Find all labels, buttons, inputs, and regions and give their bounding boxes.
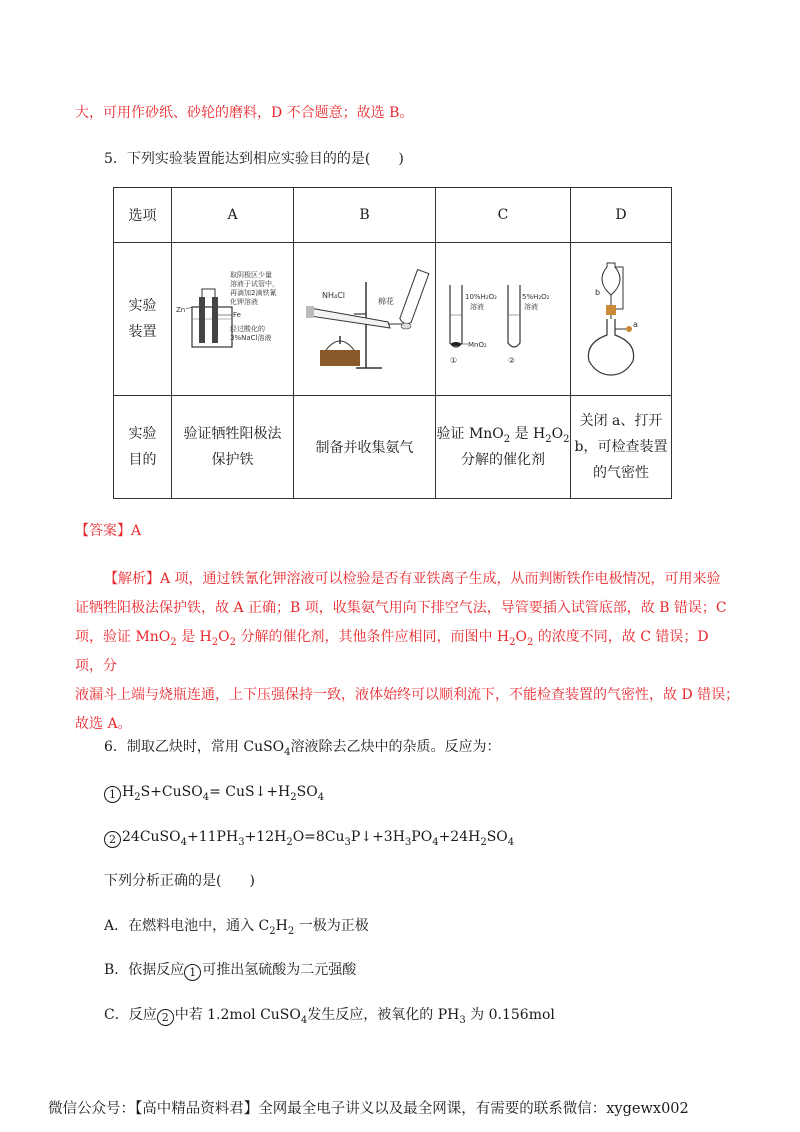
q5-table	[113, 187, 672, 499]
purpose-d: 关闭 a、打开 b，可检查装置 的气密性	[571, 396, 672, 499]
purpose-a: 验证牺牲阳极法 保护铁	[172, 396, 294, 499]
figure-c	[436, 243, 571, 396]
reaction-1: 1 $H_2S+CuSO_4=$ $CuS↓+H_2SO_4$	[104, 783, 324, 803]
figure-d	[571, 243, 672, 396]
svg-text:化钾溶液: 化钾溶液	[229, 298, 258, 306]
svg-text:10%H₂O₂: 10%H₂O₂	[465, 293, 497, 301]
circle-2: 2	[104, 831, 121, 848]
reaction-2: 2 $24CuSO_4+11PH_3+12H_2O=8Cu_3P↓+3H_3PO_4+24H_2SO_4$	[104, 828, 514, 848]
purpose-b: 制备并收集氨气	[294, 396, 436, 499]
option-b: B．依据反应 1 可推出氢硫酸为二元强酸	[104, 962, 357, 979]
purpose-label: 实验 目的	[114, 396, 172, 499]
test-tubes-figure	[438, 267, 568, 367]
option-c: C．反应 2 中若 1.2mol CuSO$_4$发生反应，被氧化的 $PH_3$ 为 0.156mol	[104, 1007, 555, 1026]
header-a: A	[172, 188, 294, 243]
separatory-flask-figure	[571, 257, 671, 377]
top-line: 大，可用作砂纸、砂轮的磨料，D 不合题意；故选 B。	[75, 105, 414, 121]
svg-text:MnO₂: MnO₂	[468, 341, 487, 349]
svg-text:经过酸化的: 经过酸化的	[229, 325, 265, 333]
electrolysis-apparatus-figure	[174, 267, 292, 367]
svg-text:溶液: 溶液	[524, 303, 538, 311]
svg-text:取阴极区少量: 取阴极区少量	[229, 271, 272, 279]
header-d: D	[571, 188, 672, 243]
svg-text:溶液: 溶液	[470, 303, 484, 311]
header-c: C	[436, 188, 571, 243]
analysis-paragraph: 【解析】A 项，通过铁氰化钾溶液可以检验是否有亚铁离子生成，从而判断铁作电极情况，可用来验 证牺牲阳极法保护铁，故 A 正确；B 项，收集氨气用向下排空气法，导管要插入试管底部，故 B 错误；C 项，验证 MnO$_2$ 是 $H_2O_2$ 分解的催化剂，其他条件应相同，而图中 $H_2O_2$ 的浓度不同，故 C 错误；D 项，分 液漏斗上端与烧瓶连通，上下压强保持一致，液体始终可以顺利流下，不能检查装置的气密性，故 D 错误； 故选 A。	[75, 571, 740, 732]
footer-text: 微信公众号：【高中精品资料君】全网最全电子讲义以及最全网课，有需要的联系微信：xygewx002	[48, 1101, 689, 1117]
cotton-label: 棉花	[377, 297, 394, 306]
answer-label: 【答案】A	[75, 523, 142, 539]
svg-text:再滴加2滴铁氰: 再滴加2滴铁氰	[229, 289, 276, 297]
svg-text:5%H₂O₂: 5%H₂O₂	[522, 293, 550, 301]
q6-question: 6．制取乙炔时，常用 CuSO$_4$溶液除去乙炔中的杂质。反应为：	[104, 739, 501, 758]
ammonia-apparatus-figure	[296, 262, 434, 372]
fe-label: Fe	[232, 311, 241, 319]
q5-question: 5．下列实验装置能达到相应实验目的的是( )	[104, 151, 404, 167]
nh4cl-label: NH₄Cl	[321, 291, 345, 300]
zn-label: Zn	[175, 306, 185, 314]
q6-prompt: 下列分析正确的是( )	[104, 873, 255, 889]
option-a: A．在燃料电池中，通入 $C_2H_2$ 一极为正极	[104, 918, 369, 937]
header-label: 选项	[114, 188, 172, 243]
circle-1: 1	[104, 786, 121, 803]
purpose-c: 验证 MnO$_2$ 是 $H_2O_2$ 分解的催化剂	[436, 396, 571, 499]
figure-a	[172, 243, 294, 396]
valve-b-label: b	[595, 288, 601, 297]
svg-text:①: ①	[450, 356, 458, 365]
figure-b	[294, 243, 436, 396]
device-label: 实验 装置	[114, 243, 172, 396]
valve-a-label: a	[633, 320, 638, 329]
svg-text:溶液于试管中，: 溶液于试管中，	[229, 280, 279, 288]
svg-text:3%NaCl溶液: 3%NaCl溶液	[229, 334, 271, 342]
svg-text:②: ②	[508, 356, 516, 365]
header-b: B	[294, 188, 436, 243]
